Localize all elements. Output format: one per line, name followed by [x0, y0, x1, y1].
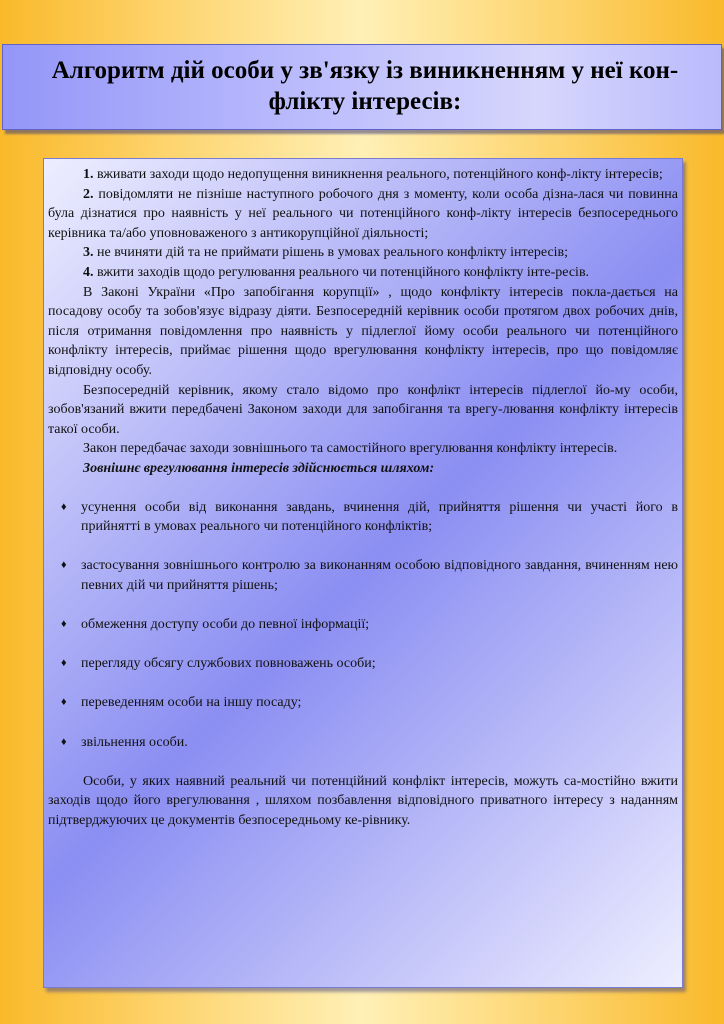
diamond-bullet-icon: ♦: [61, 618, 67, 631]
measures-paragraph: Закон передбачає заходи зовнішнього та самостійного врегулювання конфлікту інтересів.: [83, 441, 618, 457]
manager-paragraph: Безпосередній керівник, якому стало відомо про конфлікт інтересів підлеглої йо-му особи, зобов'язаний вжити передбачені Законом заходи для запобігання та врегу-лювання конфлікту інтересів такої особи.: [48, 382, 678, 437]
step-item: [48, 165, 678, 185]
list-item: [48, 615, 678, 635]
list-item-text: обмеження доступу особи до певної інформації;: [81, 617, 370, 633]
list-item-text: застосування зовнішнього контролю за виконанням особою відповідного завдання, вчиненням нею певних дій чи прийняття рішень;: [81, 558, 678, 593]
page-title: Алгоритм дій особи у зв'язку із виникненням у неї кон-флікту інтересів:: [51, 57, 679, 115]
content-body: [48, 165, 678, 831]
diamond-bullet-icon: ♦: [61, 559, 67, 572]
step-item: [48, 263, 678, 283]
list-item: [48, 733, 678, 753]
list-item-text: звільнення особи.: [81, 734, 188, 750]
closing-paragraph: Особи, у яких наявний реальний чи потенційний конфлікт інтересів, можуть са-мостійно вжити заходів щодо його врегулювання , шляхом позбавлення відповідного приватного інтересу з наданням підтверджуючих це документів безпосередньому ке-рівнику.: [48, 773, 678, 828]
step-number: 4.: [83, 264, 94, 280]
list-item: [48, 693, 678, 713]
content-panel: [43, 158, 683, 988]
step-number: 2.: [83, 186, 94, 202]
diamond-bullet-icon: ♦: [61, 657, 67, 670]
diamond-bullet-icon: ♦: [61, 696, 67, 709]
title-banner: [2, 44, 722, 130]
step-text: повідомляти не пізніше наступного робочого дня з моменту, коли особа дізна-лася чи повинна була дізнатися про наявність у неї реального чи потенційного конф-лікту інтересів безпосереднього керівника та/або уповноваженого з антикорупційної діяльності;: [48, 186, 678, 241]
diamond-bullet-icon: ♦: [61, 735, 67, 748]
step-number: 3.: [83, 245, 94, 261]
step-text: вживати заходи щодо недопущення виникнення реального, потенційного конф-лікту інтересів;: [93, 167, 663, 182]
list-item-text: переведенням особи на іншу посаду;: [81, 695, 302, 711]
step-text: вжити заходів щодо регулювання реального чи потенційного конфлікту інте-ресів.: [93, 264, 590, 280]
diamond-bullet-icon: ♦: [61, 500, 67, 513]
list-item: [48, 498, 678, 537]
step-item: [48, 185, 678, 244]
list-item: [48, 654, 678, 674]
list-item: [48, 556, 678, 595]
list-item-text: усунення особи від виконання завдань, вчинення дій, прийняття рішення чи участі його в прийнятті в умовах реального чи потенційного конфліктів;: [81, 499, 678, 535]
list-item-text: перегляду обсягу службових повноважень особи;: [81, 656, 376, 672]
step-number: 1.: [83, 167, 94, 182]
external-heading: Зовнішнє врегулювання інтересів здійснюється шляхом:: [83, 460, 435, 476]
step-text: не вчиняти дій та не приймати рішень в умовах реального конфлікту інтересів;: [93, 245, 569, 261]
step-item: [48, 243, 678, 263]
measures-list: [48, 498, 678, 753]
law-paragraph: В Законі України «Про запобігання корупції» , щодо конфлікту інтересів поклa-дається на посадову особу та зобов'язує відразу діяти. Безпосередній керівник особи протягом двох робочих днів, після отримання повідомлення про наявність у підлеглої йому особи реального чи потенційного конфлікту інтересів, приймає рішення щодо врегулювання конфлікту інтересів, про що повідомляє відповідну особу.: [48, 284, 678, 378]
